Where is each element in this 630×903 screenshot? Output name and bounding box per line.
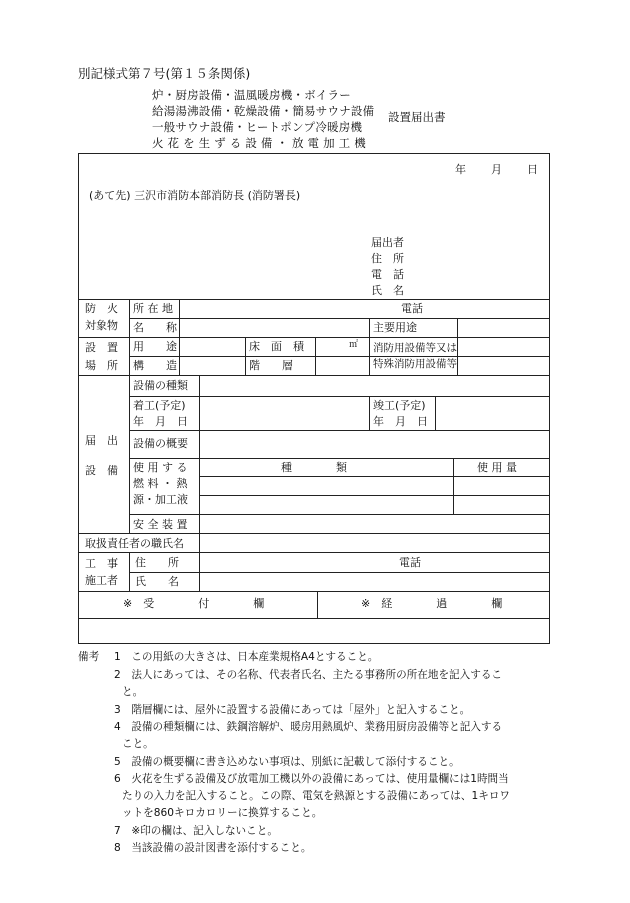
- equipment-start-label-1: 着工(予定): [133, 399, 186, 412]
- note-line: 5 設備の概要欄に書き込めない事項は、別紙に記載して添付すること。: [114, 756, 460, 768]
- note-line: 6 火花を生ずる設備及び放電加工機以外の設備にあっては、使用量欄には1時間当: [114, 773, 509, 785]
- rule: [317, 591, 318, 618]
- rule: [129, 458, 549, 459]
- fuel-label-1: 使 用 す る: [133, 461, 188, 474]
- note-line: こと。: [122, 738, 154, 750]
- rule: [129, 572, 549, 573]
- safety-device-label: 安 全 装 置: [133, 518, 188, 531]
- rule: [457, 318, 458, 375]
- rule: [79, 337, 549, 338]
- subject-line-2: 給湯湯沸設備・乾燥設備・簡易サウナ設備: [152, 104, 375, 118]
- rule: [199, 552, 200, 591]
- rule: [129, 514, 549, 515]
- applicant-phone-label: 電 話: [371, 268, 404, 281]
- applicant-name-label: 氏 名: [371, 284, 404, 297]
- rule: [199, 375, 200, 533]
- note-line: と。: [122, 686, 144, 698]
- place-floor-label: 階 層: [249, 359, 293, 372]
- subject-line-4: 火 花 を 生 ず る 設 備 ・ 放 電 加 工 機: [152, 136, 366, 150]
- place-label-2: 場 所: [85, 359, 118, 372]
- fuel-amount-header: 使 用 量: [477, 461, 517, 474]
- fuel-label-2: 燃 料 ・ 熱: [133, 477, 188, 490]
- manager-label: 取扱責任者の職氏名: [85, 537, 184, 550]
- place-structure-label: 構 造: [133, 359, 177, 372]
- rule: [199, 533, 200, 552]
- note-line: 3 階層欄には、屋外に設置する設備にあっては「屋外」と記入すること。: [114, 704, 471, 716]
- contractor-address-label: 住 所: [135, 556, 179, 569]
- rule: [79, 618, 549, 619]
- rule: [79, 299, 549, 300]
- subject-line-1: 炉・厨房設備・温風暖房機・ボイラー: [152, 88, 351, 102]
- note-line: 2 法人にあっては、その名称、代表者氏名、主たる事務所の所在地を記入するこ: [114, 669, 503, 681]
- fire-equipment-label-1: 消防用設備等又は: [373, 342, 457, 354]
- subject-suffix: 設置届出書: [388, 110, 446, 124]
- rule: [129, 356, 549, 357]
- target-label-2: 対象物: [85, 319, 118, 332]
- note-line: 7 ※印の欄は、記入しないこと。: [114, 825, 278, 837]
- target-name-label: 名 称: [133, 321, 177, 334]
- place-floor-area-label: 床 面 積: [249, 340, 304, 353]
- applicant-address-label: 住 所: [371, 252, 404, 265]
- applicant-label: 届出者: [371, 236, 404, 249]
- equipment-label-2: 設 備: [85, 464, 118, 477]
- reception-header: ※ 受 付 欄: [123, 597, 265, 610]
- rule: [79, 591, 549, 592]
- rule: [179, 299, 180, 375]
- note-line: 4 設備の種類欄には、鉄鋼溶解炉、暖房用熱風炉、業務用厨房設備等と記入する: [114, 721, 503, 733]
- note-line: 1 この用紙の大きさは、日本産業規格A4とすること。: [114, 651, 379, 663]
- rule: [369, 396, 370, 430]
- fuel-label-3: 源・加工液: [133, 493, 188, 506]
- target-location-label: 所 在 地: [133, 302, 173, 315]
- equipment-overview-label: 設備の概要: [133, 437, 188, 450]
- note-line: ットを860キロカロリーに換算すること。: [122, 807, 323, 819]
- equipment-label-1: 届 出: [85, 434, 118, 447]
- rule: [129, 375, 130, 533]
- equipment-type-label: 設備の種類: [133, 379, 188, 392]
- notes-title: 備考: [78, 651, 100, 663]
- contractor-name-label: 氏 名: [135, 575, 179, 588]
- addressee: (あて先) 三沢市消防本部消防長 (消防署長): [89, 189, 301, 202]
- note-line: たりの入力を記入すること。この際、電気を熱源とする設備にあっては、1キロワ: [122, 790, 511, 802]
- rule: [435, 396, 436, 430]
- rule: [129, 552, 130, 591]
- rule: [199, 476, 549, 477]
- note-line: 8 当該設備の設計図書を添付すること。: [114, 842, 312, 854]
- equipment-start-label-2: 年 月 日: [133, 415, 188, 428]
- equipment-complete-label-1: 竣工(予定): [373, 399, 426, 412]
- rule: [129, 318, 549, 319]
- rule: [129, 430, 549, 431]
- rule: [199, 495, 549, 496]
- target-main-use-label: 主要用途: [373, 321, 417, 334]
- place-label-1: 設 置: [85, 341, 118, 354]
- target-label-1: 防 火: [85, 302, 118, 315]
- fuel-kind-header: 種 類: [281, 461, 347, 474]
- fire-equipment-label-2: 特殊消防用設備等: [373, 358, 457, 370]
- rule: [129, 299, 130, 375]
- rule: [79, 533, 549, 534]
- rule: [79, 375, 549, 376]
- equipment-complete-label-2: 年 月 日: [373, 415, 428, 428]
- rule: [79, 552, 549, 553]
- subject-line-3: 一般サウナ設備・ヒートポンプ冷暖房機: [152, 120, 363, 134]
- rule: [245, 337, 246, 375]
- date-month: 月: [491, 163, 502, 176]
- contractor-label-2: 施工者: [85, 574, 118, 587]
- area-unit: ㎡: [349, 340, 359, 350]
- place-use-label: 用 途: [133, 340, 177, 353]
- rule: [129, 396, 549, 397]
- progress-header: ※ 経 過 欄: [361, 597, 503, 610]
- date-day: 日: [527, 163, 538, 176]
- rule: [369, 318, 370, 375]
- contractor-phone-label: 電話: [399, 556, 421, 569]
- contractor-label-1: 工 事: [85, 557, 118, 570]
- rule: [453, 458, 454, 514]
- date-year: 年: [455, 163, 466, 176]
- target-phone-label: 電話: [401, 302, 423, 315]
- form-title: 別記様式第７号(第１５条関係): [78, 66, 251, 81]
- form-frame: [78, 153, 550, 644]
- rule: [315, 337, 316, 375]
